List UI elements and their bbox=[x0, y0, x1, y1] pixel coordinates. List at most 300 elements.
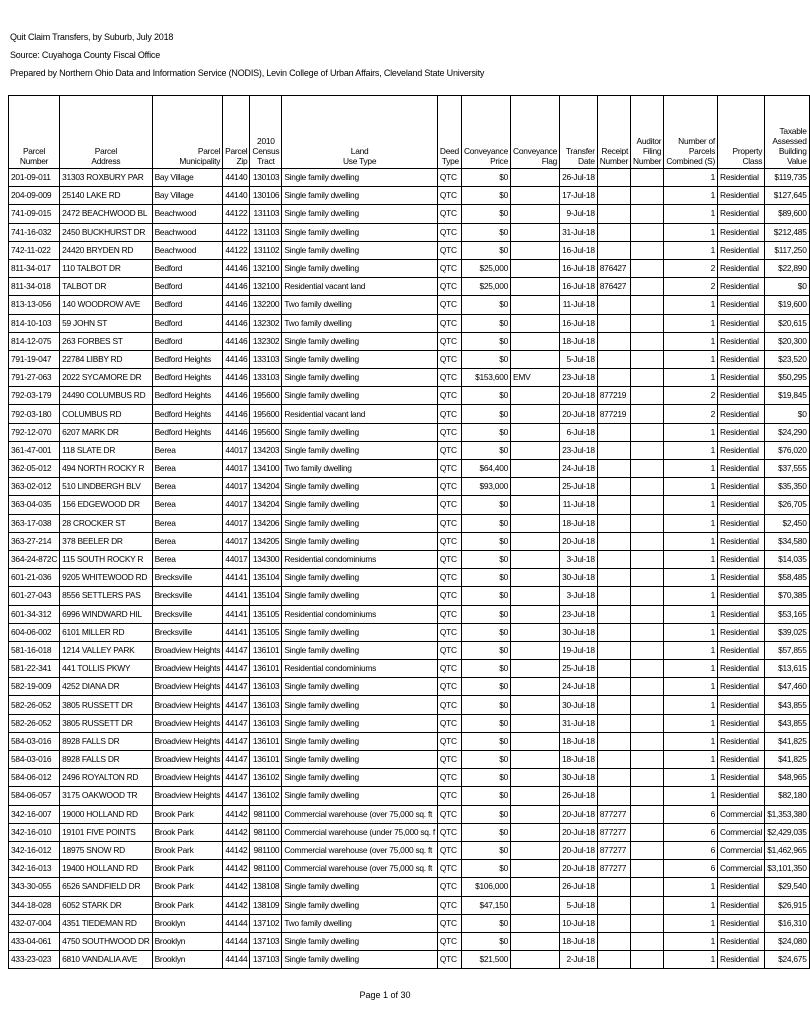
table-cell: Commercial bbox=[718, 841, 765, 859]
table-cell bbox=[597, 932, 630, 950]
column-header bbox=[282, 96, 438, 169]
table-row bbox=[9, 678, 810, 696]
table-cell: QTC bbox=[437, 678, 461, 696]
table-cell: $21,500 bbox=[461, 951, 510, 969]
table-cell: QTC bbox=[437, 296, 461, 314]
table-cell: 18-Jul-18 bbox=[560, 751, 598, 769]
table-cell: 2 bbox=[664, 387, 718, 405]
table-cell: 604-06-002 bbox=[9, 623, 60, 641]
table-cell: 584-06-012 bbox=[9, 769, 60, 787]
table-cell: 378 BEELER DR bbox=[60, 532, 152, 550]
table-cell: 132100 bbox=[250, 259, 282, 277]
table-cell: Bedford Heights bbox=[152, 387, 223, 405]
table-cell: Brook Park bbox=[152, 860, 223, 878]
table-cell bbox=[511, 350, 560, 368]
table-cell bbox=[597, 623, 630, 641]
table-cell: 5-Jul-18 bbox=[560, 896, 598, 914]
table-cell bbox=[597, 605, 630, 623]
table-cell: 20-Jul-18 bbox=[560, 860, 598, 878]
table-cell: Brooklyn bbox=[152, 914, 223, 932]
table-cell: Residential bbox=[718, 332, 765, 350]
table-row bbox=[9, 332, 810, 350]
table-cell: $0 bbox=[461, 350, 510, 368]
table-cell: Bay Village bbox=[152, 187, 223, 205]
table-row bbox=[9, 569, 810, 587]
table-cell: 3175 OAKWOOD TR bbox=[60, 787, 152, 805]
table-cell bbox=[631, 241, 664, 259]
table-cell: $117,250 bbox=[765, 241, 809, 259]
table-row bbox=[9, 223, 810, 241]
table-cell: 44017 bbox=[223, 478, 250, 496]
table-cell: $1,462,965 bbox=[765, 841, 809, 859]
table-cell: $82,180 bbox=[765, 787, 809, 805]
table-cell bbox=[597, 205, 630, 223]
table-cell: 601-34-312 bbox=[9, 605, 60, 623]
table-cell: Single family dwelling bbox=[282, 514, 438, 532]
table-cell: 132200 bbox=[250, 296, 282, 314]
column-header-line: Parcel bbox=[22, 146, 46, 156]
table-cell: 1 bbox=[664, 350, 718, 368]
table-cell bbox=[597, 678, 630, 696]
table-cell bbox=[631, 696, 664, 714]
table-cell: 44147 bbox=[223, 660, 250, 678]
table-cell: Residential bbox=[718, 751, 765, 769]
table-cell: QTC bbox=[437, 423, 461, 441]
table-cell: $2,450 bbox=[765, 514, 809, 532]
table-cell: $58,485 bbox=[765, 569, 809, 587]
table-cell: Commercial warehouse (under 75,000 sq. f bbox=[282, 823, 438, 841]
column-header-line: Date bbox=[578, 156, 595, 166]
table-cell: Residential bbox=[718, 714, 765, 732]
table-cell: Broadview Heights bbox=[152, 732, 223, 750]
column-header-line: Assessed bbox=[772, 136, 807, 146]
table-cell: $0 bbox=[461, 769, 510, 787]
column-header bbox=[60, 96, 152, 169]
table-cell: QTC bbox=[437, 241, 461, 259]
table-cell: QTC bbox=[437, 751, 461, 769]
table-cell: Single family dwelling bbox=[282, 223, 438, 241]
table-cell: 195600 bbox=[250, 405, 282, 423]
table-cell: Single family dwelling bbox=[282, 187, 438, 205]
table-cell: Single family dwelling bbox=[282, 478, 438, 496]
table-cell: Residential bbox=[718, 314, 765, 332]
table-cell: 1 bbox=[664, 496, 718, 514]
table-cell: 791-19-047 bbox=[9, 350, 60, 368]
table-cell: 140 WOODROW AVE bbox=[60, 296, 152, 314]
table-cell: $24,080 bbox=[765, 932, 809, 950]
table-cell: 25140 LAKE RD bbox=[60, 187, 152, 205]
table-cell: 44017 bbox=[223, 460, 250, 478]
column-header-line: Receipt bbox=[601, 146, 629, 156]
table-cell: 363-04-035 bbox=[9, 496, 60, 514]
table-cell: 4252 DIANA DR bbox=[60, 678, 152, 696]
table-cell bbox=[511, 787, 560, 805]
table-cell: $0 bbox=[461, 187, 510, 205]
table-cell: 877219 bbox=[597, 405, 630, 423]
table-cell: Berea bbox=[152, 514, 223, 532]
table-cell: 204-09-009 bbox=[9, 187, 60, 205]
table-cell: 25-Jul-18 bbox=[560, 478, 598, 496]
table-cell: QTC bbox=[437, 660, 461, 678]
table-row bbox=[9, 314, 810, 332]
table-cell bbox=[631, 841, 664, 859]
table-cell: 6996 WINDWARD HIL bbox=[60, 605, 152, 623]
table-cell: 6052 STARK DR bbox=[60, 896, 152, 914]
table-cell: Residential bbox=[718, 769, 765, 787]
table-cell: 134204 bbox=[250, 478, 282, 496]
table-cell: 134300 bbox=[250, 550, 282, 568]
table-cell bbox=[511, 296, 560, 314]
table-cell: Brook Park bbox=[152, 841, 223, 859]
table-cell bbox=[511, 187, 560, 205]
table-cell bbox=[631, 332, 664, 350]
table-cell: $3,101,350 bbox=[765, 860, 809, 878]
table-cell: 5-Jul-18 bbox=[560, 350, 598, 368]
table-cell: Residential bbox=[718, 932, 765, 950]
table-cell bbox=[511, 587, 560, 605]
column-header bbox=[152, 96, 223, 169]
table-cell: Brook Park bbox=[152, 823, 223, 841]
table-cell: $47,460 bbox=[765, 678, 809, 696]
table-cell: QTC bbox=[437, 841, 461, 859]
column-header bbox=[511, 96, 560, 169]
table-cell bbox=[631, 514, 664, 532]
table-row bbox=[9, 841, 810, 859]
table-cell: 342-16-010 bbox=[9, 823, 60, 841]
table-cell: 20-Jul-18 bbox=[560, 387, 598, 405]
table-cell: QTC bbox=[437, 860, 461, 878]
table-cell: $0 bbox=[461, 696, 510, 714]
table-cell: 4750 SOUTHWOOD DR bbox=[60, 932, 152, 950]
table-cell: $43,855 bbox=[765, 696, 809, 714]
table-cell: 581-16-018 bbox=[9, 641, 60, 659]
table-cell bbox=[511, 569, 560, 587]
table-cell: 138108 bbox=[250, 878, 282, 896]
table-cell bbox=[631, 405, 664, 423]
table-row bbox=[9, 605, 810, 623]
table-cell: Single family dwelling bbox=[282, 241, 438, 259]
table-cell: QTC bbox=[437, 478, 461, 496]
table-cell: QTC bbox=[437, 223, 461, 241]
table-cell: Single family dwelling bbox=[282, 423, 438, 441]
table-cell: $119,735 bbox=[765, 169, 809, 187]
table-cell: Broadview Heights bbox=[152, 641, 223, 659]
table-cell: Broadview Heights bbox=[152, 787, 223, 805]
column-header-line: Conveyance bbox=[513, 146, 558, 156]
table-cell: Bedford Heights bbox=[152, 350, 223, 368]
table-cell: Brook Park bbox=[152, 805, 223, 823]
column-header bbox=[664, 96, 718, 169]
table-cell: 981100 bbox=[250, 805, 282, 823]
table-cell: 44147 bbox=[223, 641, 250, 659]
table-cell: Single family dwelling bbox=[282, 387, 438, 405]
table-cell: 44146 bbox=[223, 259, 250, 277]
table-cell: 876427 bbox=[597, 259, 630, 277]
table-cell: 6 bbox=[664, 805, 718, 823]
table-cell: 1 bbox=[664, 896, 718, 914]
table-cell: 1 bbox=[664, 660, 718, 678]
table-row bbox=[9, 878, 810, 896]
table-cell: 44142 bbox=[223, 841, 250, 859]
table-cell bbox=[597, 660, 630, 678]
table-cell: Residential bbox=[718, 914, 765, 932]
table-cell: 1 bbox=[664, 187, 718, 205]
table-cell: 44146 bbox=[223, 423, 250, 441]
table-cell: TALBOT DR bbox=[60, 278, 152, 296]
table-cell: 741-16-032 bbox=[9, 223, 60, 241]
column-header-line: Parcel bbox=[94, 146, 117, 156]
table-cell bbox=[597, 587, 630, 605]
table-cell: 44140 bbox=[223, 187, 250, 205]
table-cell: 134100 bbox=[250, 460, 282, 478]
table-cell: Single family dwelling bbox=[282, 878, 438, 896]
table-cell: QTC bbox=[437, 550, 461, 568]
table-row bbox=[9, 550, 810, 568]
table-cell: 44146 bbox=[223, 369, 250, 387]
table-cell: 792-03-180 bbox=[9, 405, 60, 423]
table-cell: 133103 bbox=[250, 350, 282, 368]
table-cell: 23-Jul-18 bbox=[560, 369, 598, 387]
table-cell: Residential bbox=[718, 951, 765, 969]
table-cell: 581-22-341 bbox=[9, 660, 60, 678]
table-cell: 2450 BUCKHURST DR bbox=[60, 223, 152, 241]
table-cell: $0 bbox=[461, 405, 510, 423]
table-cell: 44144 bbox=[223, 932, 250, 950]
table-cell: Residential bbox=[718, 460, 765, 478]
table-cell: $50,295 bbox=[765, 369, 809, 387]
column-header-line: Zip bbox=[236, 156, 248, 166]
table-cell: $41,825 bbox=[765, 751, 809, 769]
table-cell: 44142 bbox=[223, 860, 250, 878]
table-cell: Two family dwelling bbox=[282, 914, 438, 932]
table-cell: QTC bbox=[437, 569, 461, 587]
table-cell: QTC bbox=[437, 932, 461, 950]
table-row bbox=[9, 951, 810, 969]
table-cell: $26,915 bbox=[765, 896, 809, 914]
table-row bbox=[9, 641, 810, 659]
table-cell: $0 bbox=[461, 932, 510, 950]
table-cell: 24420 BRYDEN RD bbox=[60, 241, 152, 259]
table-cell: $0 bbox=[461, 914, 510, 932]
table-cell bbox=[511, 241, 560, 259]
table-cell: 11-Jul-18 bbox=[560, 496, 598, 514]
table-cell: 44141 bbox=[223, 569, 250, 587]
table-cell: Two family dwelling bbox=[282, 314, 438, 332]
table-cell: Commercial warehouse (over 75,000 sq. ft bbox=[282, 860, 438, 878]
table-cell: 26-Jul-18 bbox=[560, 169, 598, 187]
table-cell: 601-27-043 bbox=[9, 587, 60, 605]
table-cell: Residential bbox=[718, 696, 765, 714]
table-cell bbox=[631, 805, 664, 823]
table-cell: 44147 bbox=[223, 732, 250, 750]
table-cell: Bedford bbox=[152, 259, 223, 277]
table-cell: 18-Jul-18 bbox=[560, 932, 598, 950]
table-cell: 1 bbox=[664, 314, 718, 332]
table-row bbox=[9, 369, 810, 387]
table-row bbox=[9, 696, 810, 714]
table-cell: 6101 MILLER RD bbox=[60, 623, 152, 641]
table-cell bbox=[511, 878, 560, 896]
table-cell bbox=[597, 350, 630, 368]
table-cell: Residential bbox=[718, 259, 765, 277]
table-cell bbox=[631, 660, 664, 678]
table-cell: 44146 bbox=[223, 314, 250, 332]
table-cell: Broadview Heights bbox=[152, 696, 223, 714]
table-cell: Broadview Heights bbox=[152, 678, 223, 696]
table-cell: $0 bbox=[461, 605, 510, 623]
table-row bbox=[9, 241, 810, 259]
table-cell: Berea bbox=[152, 550, 223, 568]
table-cell: 6 bbox=[664, 823, 718, 841]
table-cell: 136103 bbox=[250, 714, 282, 732]
table-cell: 1 bbox=[664, 441, 718, 459]
table-cell: 877277 bbox=[597, 805, 630, 823]
table-cell: Residential bbox=[718, 169, 765, 187]
table-cell: 3805 RUSSETT DR bbox=[60, 714, 152, 732]
table-cell: Residential bbox=[718, 569, 765, 587]
table-cell: Residential vacant land bbox=[282, 405, 438, 423]
table-cell: $29,540 bbox=[765, 878, 809, 896]
table-cell: 742-11-022 bbox=[9, 241, 60, 259]
table-cell: 134205 bbox=[250, 532, 282, 550]
table-cell bbox=[631, 751, 664, 769]
table-cell: 19101 FIVE POINTS bbox=[60, 823, 152, 841]
table-cell: 16-Jul-18 bbox=[560, 314, 598, 332]
table-cell: 138109 bbox=[250, 896, 282, 914]
table-cell: 137102 bbox=[250, 914, 282, 932]
table-row bbox=[9, 169, 810, 187]
table-cell: 9205 WHITEWOOD RD bbox=[60, 569, 152, 587]
table-cell: $24,290 bbox=[765, 423, 809, 441]
table-cell: 1 bbox=[664, 423, 718, 441]
table-cell: Beachwood bbox=[152, 205, 223, 223]
column-header-line: Auditor bbox=[636, 136, 662, 146]
table-cell: Berea bbox=[152, 478, 223, 496]
table-cell: 342-16-007 bbox=[9, 805, 60, 823]
table-cell: $22,890 bbox=[765, 259, 809, 277]
table-cell: 584-03-016 bbox=[9, 751, 60, 769]
table-cell: 1 bbox=[664, 587, 718, 605]
table-cell: 441 TOLLIS PKWY bbox=[60, 660, 152, 678]
table-cell: 44141 bbox=[223, 623, 250, 641]
table-cell: 2472 BEACHWOOD BL bbox=[60, 205, 152, 223]
table-cell: 135105 bbox=[250, 623, 282, 641]
table-cell: QTC bbox=[437, 314, 461, 332]
table-cell: QTC bbox=[437, 951, 461, 969]
table-cell: 2 bbox=[664, 259, 718, 277]
table-cell: $26,705 bbox=[765, 496, 809, 514]
table-cell: $212,485 bbox=[765, 223, 809, 241]
column-header bbox=[597, 96, 630, 169]
table-cell: $0 bbox=[461, 241, 510, 259]
table-cell: $0 bbox=[461, 660, 510, 678]
table-cell: 135104 bbox=[250, 569, 282, 587]
table-row bbox=[9, 205, 810, 223]
table-cell: 433-04-061 bbox=[9, 932, 60, 950]
table-cell: 9-Jul-18 bbox=[560, 205, 598, 223]
table-cell: 4351 TIEDEMAN RD bbox=[60, 914, 152, 932]
column-header bbox=[631, 96, 664, 169]
table-cell: 44122 bbox=[223, 223, 250, 241]
table-cell: $0 bbox=[461, 732, 510, 750]
table-row bbox=[9, 587, 810, 605]
table-cell: $0 bbox=[461, 223, 510, 241]
table-cell: $19,600 bbox=[765, 296, 809, 314]
table-cell: 16-Jul-18 bbox=[560, 259, 598, 277]
table-cell: 115 SOUTH ROCKY R bbox=[60, 550, 152, 568]
table-row bbox=[9, 387, 810, 405]
table-cell: $48,965 bbox=[765, 769, 809, 787]
table-cell bbox=[631, 496, 664, 514]
table-cell bbox=[511, 532, 560, 550]
table-cell bbox=[511, 478, 560, 496]
table-cell: $0 bbox=[461, 296, 510, 314]
table-cell: Residential condominiums bbox=[282, 605, 438, 623]
table-cell bbox=[511, 550, 560, 568]
table-cell bbox=[597, 787, 630, 805]
table-cell: Brecksville bbox=[152, 605, 223, 623]
table-cell: Residential bbox=[718, 660, 765, 678]
table-cell: 1 bbox=[664, 205, 718, 223]
table-cell: Single family dwelling bbox=[282, 169, 438, 187]
column-header-line: Parcel bbox=[197, 146, 221, 156]
table-cell bbox=[597, 169, 630, 187]
table-cell: 44147 bbox=[223, 769, 250, 787]
table-cell: Residential bbox=[718, 478, 765, 496]
table-cell bbox=[631, 587, 664, 605]
table-cell bbox=[597, 460, 630, 478]
table-cell: $153,600 bbox=[461, 369, 510, 387]
table-row bbox=[9, 187, 810, 205]
table-cell: Brecksville bbox=[152, 623, 223, 641]
table-cell: QTC bbox=[437, 441, 461, 459]
table-cell bbox=[597, 332, 630, 350]
table-cell: Residential bbox=[718, 496, 765, 514]
table-cell: 981100 bbox=[250, 860, 282, 878]
table-cell: 1 bbox=[664, 787, 718, 805]
table-cell: 363-02-012 bbox=[9, 478, 60, 496]
table-cell: $0 bbox=[461, 641, 510, 659]
table-cell: QTC bbox=[437, 387, 461, 405]
table-cell: Residential bbox=[718, 878, 765, 896]
table-row bbox=[9, 769, 810, 787]
table-cell: 363-17-038 bbox=[9, 514, 60, 532]
table-cell: 6 bbox=[664, 860, 718, 878]
table-cell: Single family dwelling bbox=[282, 496, 438, 514]
table-cell bbox=[597, 714, 630, 732]
table-cell: 1 bbox=[664, 478, 718, 496]
column-header-line: Number bbox=[19, 156, 49, 166]
table-cell: QTC bbox=[437, 623, 461, 641]
table-cell bbox=[631, 478, 664, 496]
table-cell: 6-Jul-18 bbox=[560, 423, 598, 441]
table-cell bbox=[631, 641, 664, 659]
table-cell: Single family dwelling bbox=[282, 441, 438, 459]
table-cell: 1 bbox=[664, 732, 718, 750]
table-cell: 20-Jul-18 bbox=[560, 805, 598, 823]
column-header-line: Class bbox=[742, 156, 763, 166]
table-cell bbox=[631, 769, 664, 787]
table-cell: 195600 bbox=[250, 423, 282, 441]
table-cell: 24-Jul-18 bbox=[560, 678, 598, 696]
table-cell: 433-23-023 bbox=[9, 951, 60, 969]
table-cell: 601-21-036 bbox=[9, 569, 60, 587]
table-cell: QTC bbox=[437, 732, 461, 750]
column-header-line: Number bbox=[599, 156, 629, 166]
table-cell: QTC bbox=[437, 532, 461, 550]
table-cell: 44140 bbox=[223, 169, 250, 187]
table-cell: Residential bbox=[718, 387, 765, 405]
